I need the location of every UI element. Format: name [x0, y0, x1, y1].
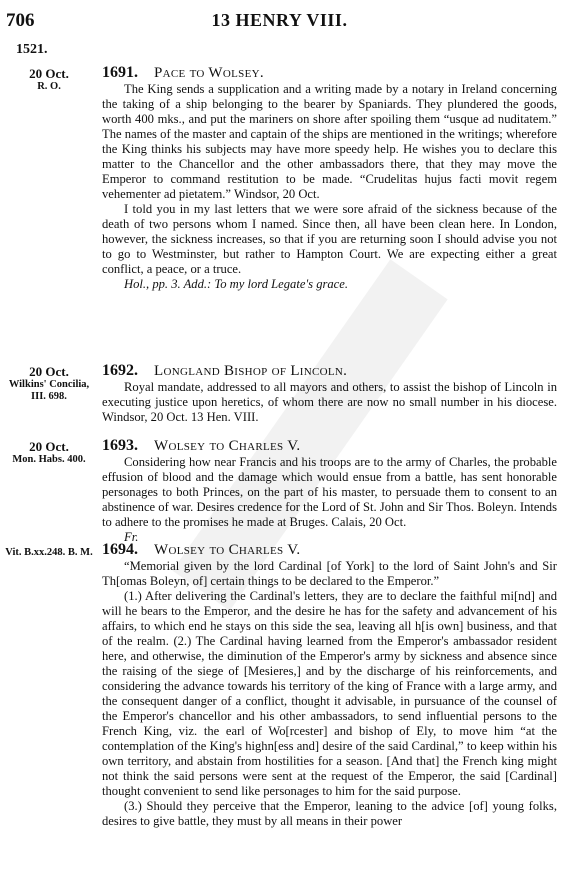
- entry-paragraph: I told you in my last letters that we were sore afraid of the sickness because of the death of two persons whom I named. Since then, all have been clean here. In London, however, the sickness increases, so that if you are returning soon I should advise you not to go to Westminster, but rather to Hampton Court. We are expecting either a great conflict, a peace, or a truce.: [102, 202, 557, 276]
- entry-heading: [102, 437, 557, 455]
- entry-number: 1692.: [102, 362, 138, 379]
- running-title: 13 HENRY VIII.: [211, 10, 348, 30]
- entry-margin: [4, 66, 94, 93]
- entry-margin: [4, 439, 94, 466]
- entry-paragraph: The King sends a supplication and a writing made by a notary in Ireland concerning the taking of a ship belonging to the bearer by Spaniards. They plundered the goods, worth 400 mks., and put the mariners on shore after spoiling them “usque ad nuditatem.” The names of the master and captain of the ships are mentioned in the writings; wherefore the King thinks his subjects may have more speedy help. He wishes you to declare this matter to the Chancellor and the other ambassadors there, that they may move the Emperor to command restitution to be made. “Crudelitas hujus facti movit regem vehementer ad pietatem.” Windsor, 20 Oct.: [102, 82, 557, 201]
- entry-title: Longland Bishop of Lincoln.: [154, 363, 348, 379]
- entry-number: 1693.: [102, 437, 138, 454]
- entry-source: Wilkins' Concilia, III. 698.: [8, 379, 90, 402]
- entry-source: R. O.: [37, 81, 61, 92]
- entry-note: Fr.: [124, 530, 139, 544]
- entry-heading: [102, 64, 557, 82]
- entry-body: [102, 541, 557, 829]
- entry-date: 20 Oct.: [29, 364, 69, 379]
- entry-paragraph: (1.) After delivering the Cardinal's letters, they are to declare the faithful mi[nd] and will he bears to the Emperor, and the desire he has for the safety and advancement of his affairs, to which end he stays on this side the sea, leaving all h[is own] business, and that of the realm. (2.) The Cardinal having learned from the Emperor's ambassador resident here, and otherwise, the diminution of the Emperor's army by sickness and absence since the raising of the siege of [Mesieres,] and by the discharge of his reinforcements, and considering the advance towards his territory of the king of France with a large army, and the consequent danger of a conflict, thought it advisable, in pursuance of the counsel of the Emperor's chancellor and his other ambassadors, to send influential persons to the French King, viz. the earl of Wo[rcester] and bishop of Ely, to move him “at the contemplation of the King's highn[ess and] desire of the said Cardinal,” to keep within his own territory, and abstain from hostilities for a season. [And that] the French king might not think the said persons were sent at the request of the Emperor, the said [Cardinal] thought convenient to send like personages to him for the said purpose.: [102, 589, 557, 798]
- page-header: [6, 10, 553, 36]
- entry-source: Mon. Habs. 400.: [12, 454, 86, 465]
- entry-title: Wolsey to Charles V.: [154, 438, 301, 454]
- entry-margin: [4, 364, 94, 403]
- year-label: 1521.: [16, 42, 48, 57]
- entry-body: [102, 64, 557, 292]
- entry-body: [102, 437, 557, 545]
- entry-title: Pace to Wolsey.: [154, 65, 264, 81]
- entry-date: 20 Oct.: [29, 439, 69, 454]
- page-number: 706: [6, 10, 35, 31]
- entry-date: 20 Oct.: [29, 66, 69, 81]
- entry-body: [102, 362, 557, 425]
- entry-paragraph: Royal mandate, addressed to all mayors and others, to assist the bishop of Lincoln in executing justice upon heretics, of whom there are now no small number in his diocese. Windsor, 20 Oct. 13 Hen. VIII.: [102, 380, 557, 424]
- entry-note: Hol., pp. 3. Add.: To my lord Legate's grace.: [124, 277, 349, 291]
- entry-heading: [102, 541, 557, 559]
- entry-paragraph: (3.) Should they perceive that the Emperor, leaning to the advice [of] young folks, desires to give battle, they must by all means in their power: [102, 799, 557, 828]
- entry-title: Wolsey to Charles V.: [154, 542, 301, 558]
- entry-paragraph: Considering how near Francis and his troops are to the army of Charles, the probable effusion of blood and the damage which would ensue from a battle, has sent honorable personages to both Princes, on the part of his master, to persuade them to consent to an abstinence of war. Desires credence for the Lord of St. John and Sir Thos. Boleyn. Intends to adhere to the promises he made at Bruges. Calais, 20 Oct.: [102, 455, 557, 529]
- entry-number: 1691.: [102, 64, 138, 81]
- entry-paragraph: “Memorial given by the lord Cardinal [of York] to the lord of Saint John's and Sir Th[omas Boleyn, of] certain things to be declared to the Emperor.”: [102, 559, 557, 588]
- entry-source: Vit. B.xx.248. B. M.: [5, 547, 93, 558]
- entry-margin: [4, 547, 94, 559]
- entry-number: 1694.: [102, 541, 138, 558]
- entry-heading: [102, 362, 557, 380]
